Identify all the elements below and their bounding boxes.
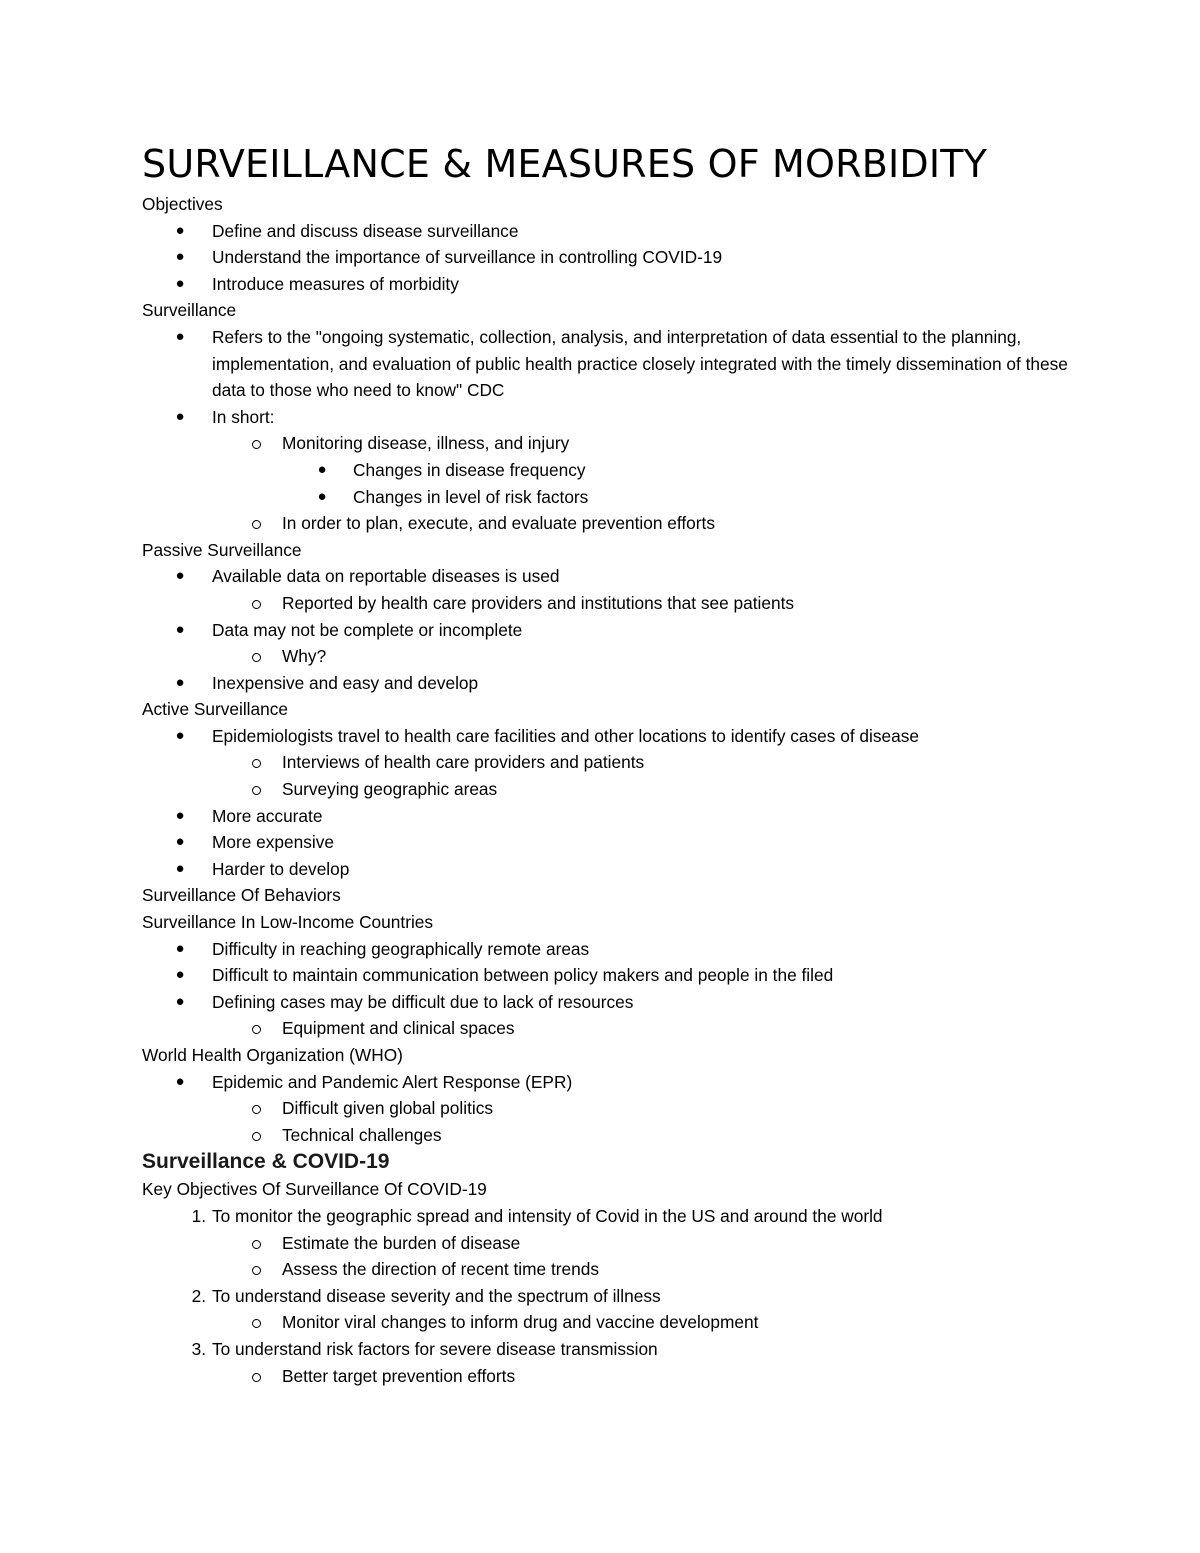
bullet-icon: ● [175,992,185,1010]
list-item [142,962,1072,989]
list-item-text: Data may not be complete or incomplete [212,619,523,640]
list-item [142,1015,1072,1042]
list-item [142,1363,1072,1390]
list-item-text: Refers to the "ongoing systematic, collection, analysis, and interpretation of data essential to the planning, implementation, and evaluation of public health practice closely integrated with the timely dissemination of these data to those who need to know" CDC [212,326,1068,401]
list-item [142,271,1072,298]
list-item-text: To monitor the geographic spread and intensity of Covid in the US and around the world [212,1205,883,1226]
bullet-icon: ● [175,726,185,744]
bullet-icon: ● [175,966,185,984]
list-item-text: Introduce measures of morbidity [212,273,459,294]
list-number: 1. [191,1205,206,1226]
list-item-text: Changes in level of risk factors [353,486,589,507]
list-item-text: Assess the direction of recent time trends [282,1259,599,1280]
list-item [142,1283,1072,1310]
list-item [142,457,1072,484]
list-item [142,1230,1072,1257]
list-item-text: Epidemic and Pandemic Alert Response (EPR) [212,1071,573,1092]
bullet-icon: ● [317,487,327,505]
bullet-icon: ● [175,673,185,691]
list-item-text: To understand disease severity and the spectrum of illness [212,1285,661,1306]
list-item-text: In short: [212,406,275,427]
list-item-text: Surveying geographic areas [282,779,498,800]
list-item [142,670,1072,697]
section-heading-behaviors: Surveillance Of Behaviors [142,885,341,906]
circle-bullet-icon [246,430,266,457]
list-item [142,244,1072,271]
list-item [142,430,1072,457]
list-item [142,1309,1072,1336]
circle-bullet-icon [246,1309,266,1336]
list-item-text: More expensive [212,832,334,853]
list-item [142,749,1072,776]
circle-bullet-icon [246,510,266,537]
section-heading-passive: Passive Surveillance [142,539,302,560]
list-item-text: Monitoring disease, illness, and injury [282,433,570,454]
list-item [142,1122,1072,1149]
circle-bullet-icon [246,1015,266,1042]
list-item-text: Interviews of health care providers and patients [282,752,645,773]
list-number: 2. [191,1285,206,1306]
section-heading-low-income: Surveillance In Low-Income Countries [142,912,434,933]
list-item-text: Epidemiologists travel to health care facilities and other locations to identify cases of disease [212,725,919,746]
circle-bullet-icon [246,1363,266,1390]
list-item-text: Monitor viral changes to inform drug and vaccine development [282,1312,759,1333]
list-item-text: Changes in disease frequency [353,459,586,480]
list-number: 3. [191,1338,206,1359]
list-item [142,803,1072,830]
list-item-text: Difficulty in reaching geographically remote areas [212,938,590,959]
list-item-text: Understand the importance of surveillance in controlling COVID-19 [212,247,723,268]
list-item-text: Available data on reportable diseases is used [212,566,560,587]
bullet-icon: ● [175,274,185,292]
list-item [142,1256,1072,1283]
list-item-text: Defining cases may be difficult due to lack of resources [212,991,634,1012]
bullet-icon: ● [175,939,185,957]
list-item [142,1203,1072,1230]
list-item [142,324,1072,404]
circle-bullet-icon [246,1095,266,1122]
section-heading-surveillance: Surveillance [142,300,237,321]
document-page [142,140,1072,1389]
list-item-text: Equipment and clinical spaces [282,1018,515,1039]
circle-bullet-icon [246,749,266,776]
list-item [142,1069,1072,1096]
section-heading-who: World Health Organization (WHO) [142,1045,403,1065]
list-item [142,218,1072,245]
bullet-icon: ● [175,859,185,877]
list-item-text: In order to plan, execute, and evaluate prevention efforts [282,513,715,534]
list-item [142,590,1072,617]
list-item [142,936,1072,963]
document-title: SURVEILLANCE & MEASURES OF MORBIDITY [142,142,988,186]
circle-bullet-icon [246,590,266,617]
list-item [142,510,1072,537]
list-item [142,1336,1072,1363]
list-item-text: Estimate the burden of disease [282,1232,521,1253]
list-item-text: Better target prevention efforts [282,1365,516,1386]
list-item-text: Difficult to maintain communication between policy makers and people in the filed [212,965,834,986]
list-item [142,989,1072,1016]
circle-bullet-icon [246,643,266,670]
bullet-icon: ● [175,327,185,345]
list-item [142,643,1072,670]
list-item-text: Technical challenges [282,1124,442,1145]
list-item [142,723,1072,750]
list-item [142,404,1072,431]
bullet-icon: ● [175,221,185,239]
bullet-icon: ● [175,806,185,824]
list-item-text: Inexpensive and easy and develop [212,672,479,693]
bullet-icon: ● [317,460,327,478]
list-item-text: Harder to develop [212,858,350,879]
circle-bullet-icon [246,1256,266,1283]
list-item-text: Define and discuss disease surveillance [212,220,519,241]
list-item-text: Reported by health care providers and institutions that see patients [282,592,795,613]
list-item [142,1095,1072,1122]
list-item [142,829,1072,856]
list-item [142,776,1072,803]
section-heading-active: Active Surveillance [142,699,288,720]
list-item [142,484,1072,511]
list-item [142,617,1072,644]
circle-bullet-icon [246,1122,266,1149]
bullet-icon: ● [175,620,185,638]
bullet-icon: ● [175,248,185,266]
list-item [142,856,1072,883]
bullet-icon: ● [175,567,185,585]
circle-bullet-icon [246,1230,266,1257]
list-item-text: To understand risk factors for severe disease transmission [212,1338,658,1359]
circle-bullet-icon [246,776,266,803]
section-heading-covid: Surveillance & COVID-19 [142,1150,390,1174]
section-heading-objectives: Objectives [142,194,223,214]
list-item-text: Difficult given global politics [282,1098,494,1119]
list-item-text: More accurate [212,805,323,826]
subheading-key-objectives: Key Objectives Of Surveillance Of COVID-19 [142,1179,487,1200]
list-item-text: Why? [282,646,327,667]
bullet-icon: ● [175,1072,185,1090]
bullet-icon: ● [175,833,185,851]
list-item [142,563,1072,590]
bullet-icon: ● [175,407,185,425]
